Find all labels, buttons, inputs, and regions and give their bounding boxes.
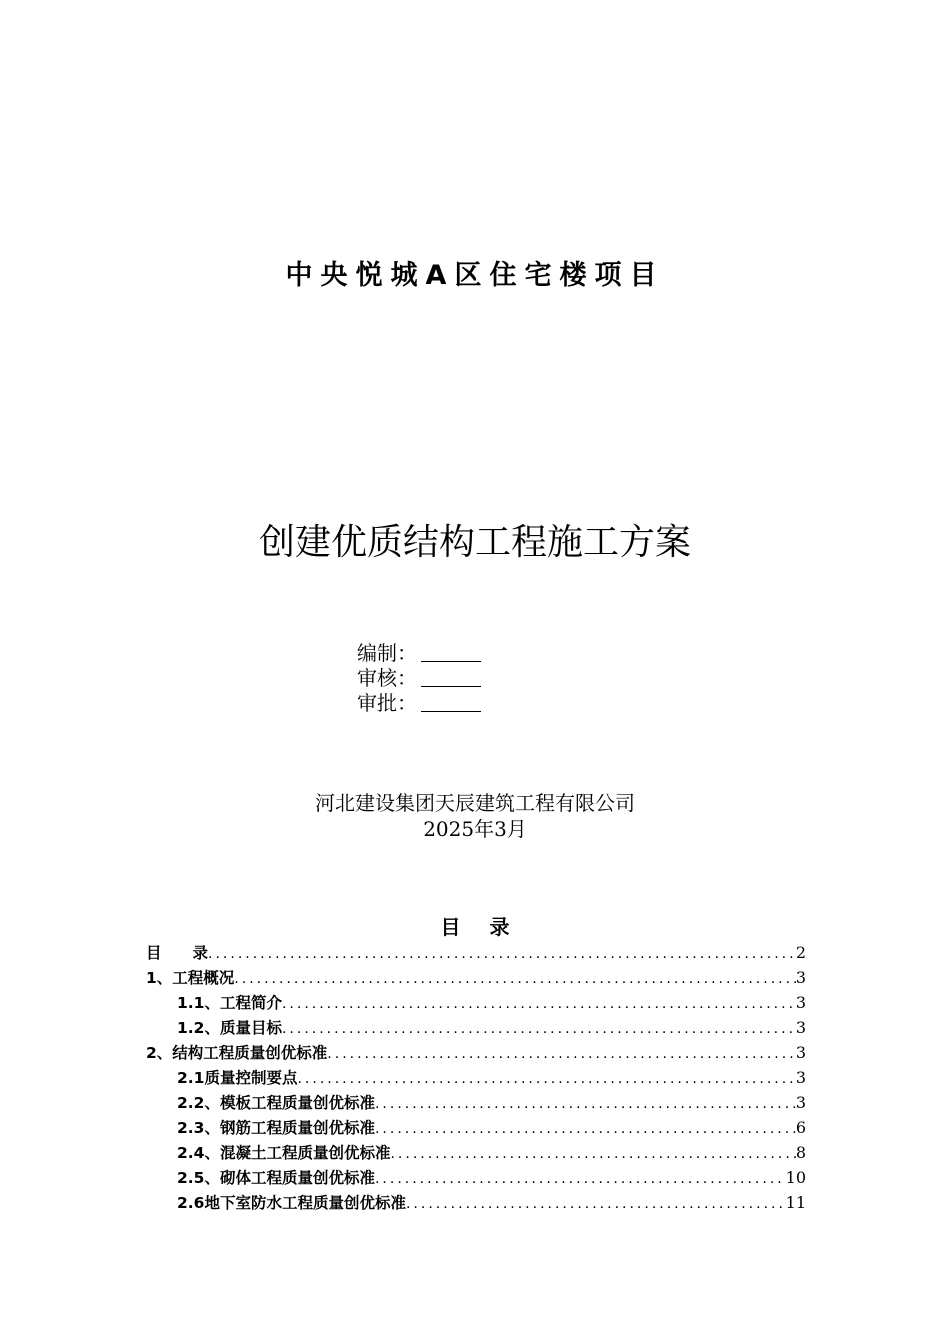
- toc-entry-text: 2.3、钢筋工程质量创优标准: [177, 1119, 375, 1137]
- toc-leader-dots: [282, 1017, 796, 1042]
- toc-entry-page: 11: [785, 1193, 806, 1212]
- sign-blank-line: [421, 643, 481, 662]
- document-title: 创建优质结构工程施工方案: [258, 522, 691, 563]
- toc-entry-text: 目 录: [146, 944, 209, 962]
- toc-entry[interactable]: [146, 1090, 806, 1115]
- sign-label: 审批：: [357, 691, 417, 715]
- toc-entry[interactable]: [146, 1190, 806, 1215]
- toc-entry-text: 2.4、混凝土工程质量创优标准: [177, 1144, 391, 1162]
- toc-entry-text: 2.2、模板工程质量创优标准: [177, 1094, 375, 1112]
- toc-entry[interactable]: [146, 1165, 806, 1190]
- toc-leader-dots: [390, 1142, 795, 1167]
- toc-entry[interactable]: [146, 1015, 806, 1040]
- toc-entry-page: 3: [795, 968, 806, 987]
- toc-entry-page: 8: [795, 1143, 806, 1162]
- toc-entry-page: 10: [785, 1168, 806, 1187]
- toc-entry-text: 2.6地下室防水工程质量创优标准: [177, 1194, 406, 1212]
- toc-leader-dots: [375, 1167, 786, 1192]
- toc-entry-page: 3: [795, 993, 806, 1012]
- sign-blank-line: [421, 668, 481, 687]
- table-of-contents: [146, 940, 806, 1215]
- toc-leader-dots: [282, 992, 796, 1017]
- toc-entry-text: 1.2、质量目标: [177, 1019, 282, 1037]
- toc-entry-page: 3: [795, 1093, 806, 1112]
- toc-leader-dots: [297, 1067, 795, 1092]
- sign-row-review: [357, 666, 481, 691]
- sign-blank-line: [421, 693, 481, 712]
- signature-block: [357, 641, 481, 716]
- toc-entry-page: 3: [795, 1043, 806, 1062]
- toc-leader-dots: [327, 1042, 796, 1067]
- toc-leader-dots: [234, 967, 796, 992]
- issue-date: 2025年3月: [423, 817, 527, 841]
- sign-row-approve: [357, 691, 481, 716]
- toc-entry[interactable]: [146, 990, 806, 1015]
- toc-entry-page: 3: [795, 1068, 806, 1087]
- sign-label: 审核：: [357, 666, 417, 690]
- toc-entry-page: 6: [795, 1118, 806, 1137]
- toc-entry-text: 2、结构工程质量创优标准: [146, 1044, 328, 1062]
- toc-leader-dots: [406, 1192, 786, 1217]
- toc-leader-dots: [208, 942, 796, 967]
- sign-row-compile: [357, 641, 481, 666]
- toc-entry[interactable]: [146, 1140, 806, 1165]
- toc-entry[interactable]: [146, 940, 806, 965]
- toc-entry-text: 1.1、工程简介: [177, 994, 282, 1012]
- toc-entry[interactable]: [146, 965, 806, 990]
- project-name: 中央悦城A区住宅楼项目: [285, 260, 665, 291]
- toc-leader-dots: [375, 1092, 796, 1117]
- toc-entry-text: 2.1质量控制要点: [177, 1069, 298, 1087]
- toc-entry-text: 2.5、砌体工程质量创优标准: [177, 1169, 375, 1187]
- toc-leader-dots: [375, 1117, 796, 1142]
- toc-entry-text: 1、工程概况: [146, 969, 235, 987]
- toc-entry-page: 2: [795, 943, 806, 962]
- sign-label: 编制：: [357, 641, 417, 665]
- toc-heading: 目 录: [440, 915, 510, 939]
- toc-entry-page: 3: [795, 1018, 806, 1037]
- toc-entry[interactable]: [146, 1065, 806, 1090]
- toc-entry[interactable]: [146, 1040, 806, 1065]
- company-name: 河北建设集团天辰建筑工程有限公司: [315, 791, 635, 815]
- toc-entry[interactable]: [146, 1115, 806, 1140]
